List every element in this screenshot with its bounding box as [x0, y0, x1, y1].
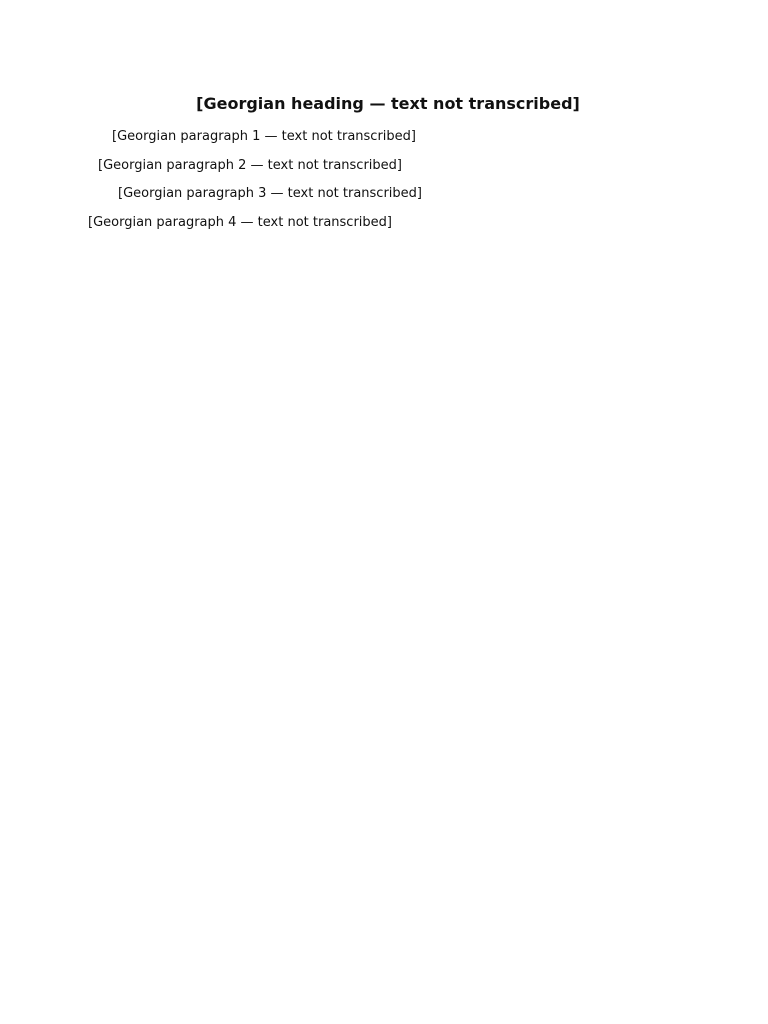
paragraph-2: [Georgian paragraph 2 — text not transcribed]: [98, 157, 402, 173]
paragraph-3: [Georgian paragraph 3 — text not transcribed]: [118, 186, 422, 201]
document-title: [Georgian heading — text not transcribed]: [196, 94, 580, 113]
paragraph-1: [Georgian paragraph 1 — text not transcribed]: [112, 129, 416, 144]
paragraph-4: [Georgian paragraph 4 — text not transcribed]: [88, 214, 392, 230]
document-page: [88, 92, 688, 242]
